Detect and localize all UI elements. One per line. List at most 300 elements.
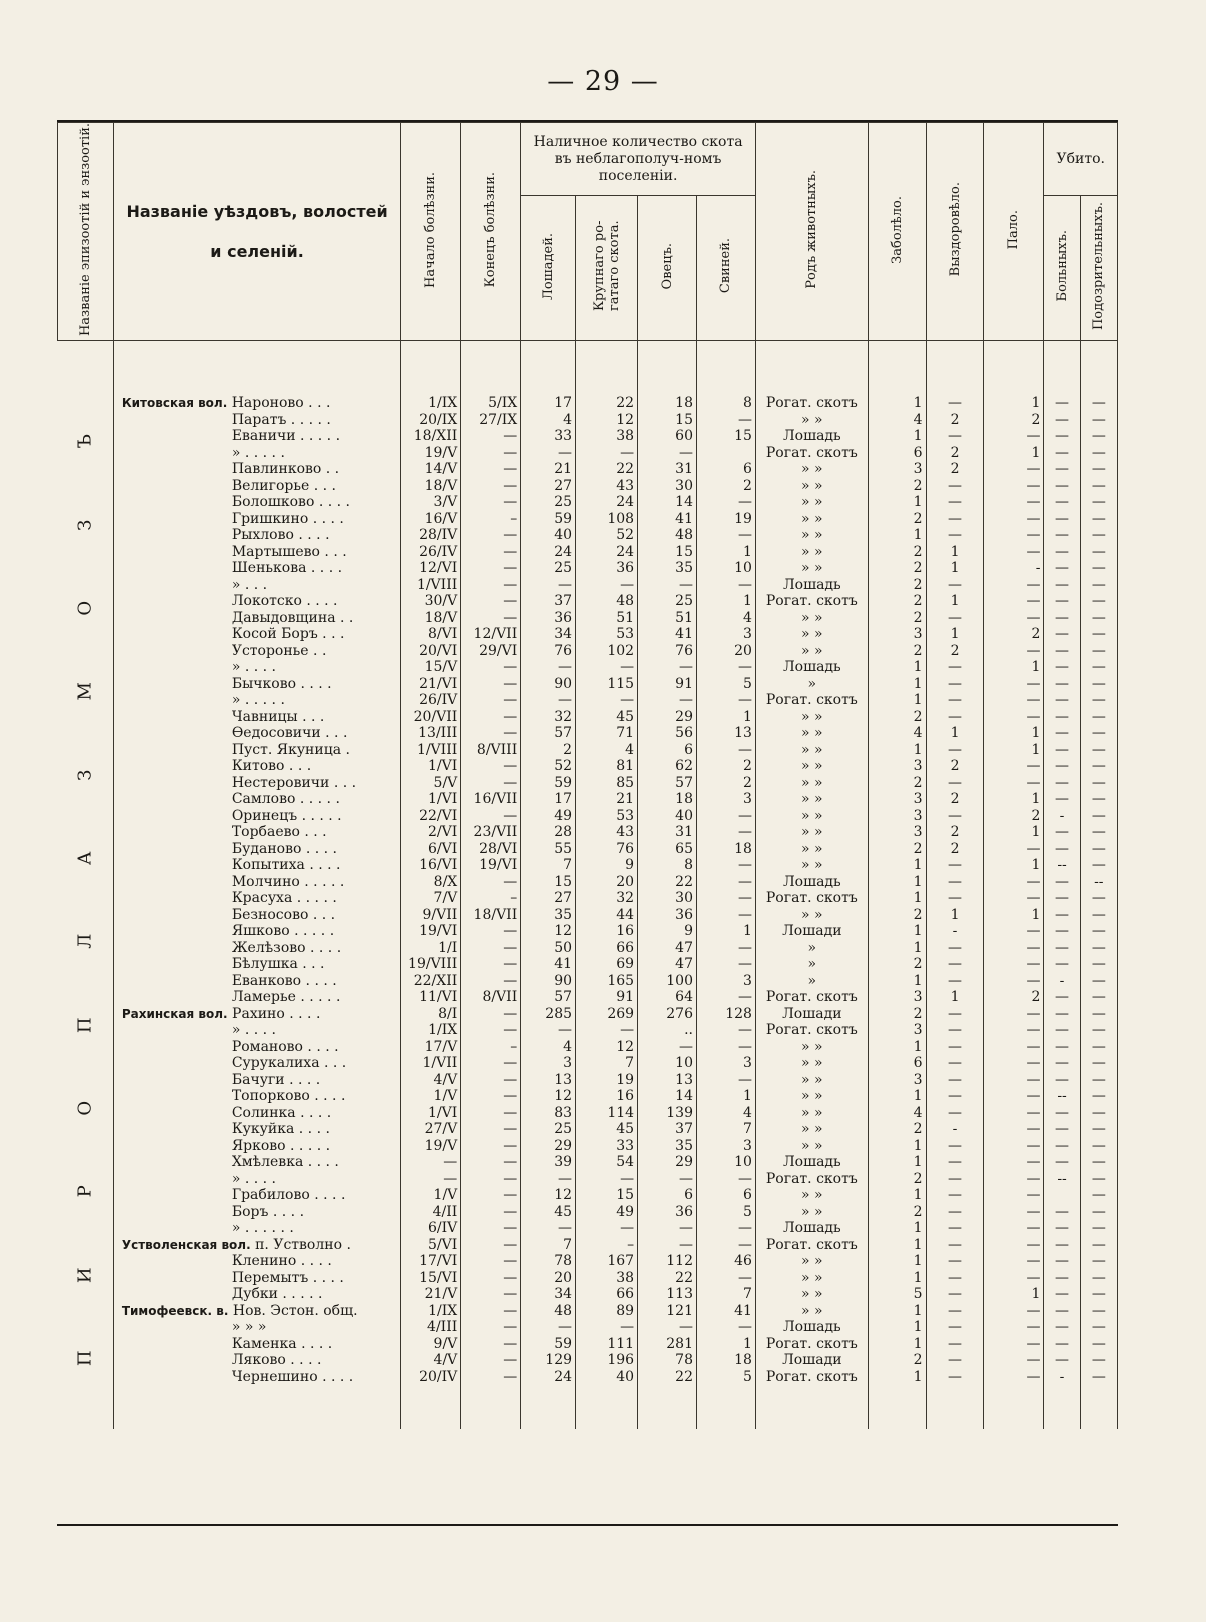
killed-suspect-cell: —: [1080, 445, 1117, 462]
species-cell: » »: [755, 1055, 868, 1072]
settlement-cell: [113, 610, 400, 627]
volost-name: Рахинская вол.: [121, 1006, 228, 1021]
sheep-cell: 10: [638, 1055, 697, 1072]
settlement-cell: [113, 824, 400, 841]
settlement-name: Нов. Эстон. общ.: [232, 1302, 358, 1319]
settlement-name: Копытиха . . . .: [231, 857, 341, 874]
end-cell: —: [461, 1055, 521, 1072]
table-row: [58, 1088, 1118, 1105]
settlement-cell: [113, 1105, 400, 1122]
ill-cell: 1: [868, 676, 926, 693]
species-cell: Рогат. скотъ: [755, 1022, 868, 1039]
killed-suspect-cell: —: [1080, 593, 1117, 610]
table-row: [58, 709, 1118, 726]
died-cell: —: [984, 775, 1044, 792]
cattle-cell: —: [576, 577, 638, 594]
killed-sick-cell: —: [1044, 1055, 1080, 1072]
pigs-cell: —: [697, 1270, 756, 1287]
table-row: [58, 1369, 1118, 1386]
recovered-cell: 1: [926, 907, 984, 924]
horses-cell: 27: [521, 890, 576, 907]
sheep-cell: 51: [638, 610, 697, 627]
settlement-cell: [113, 626, 400, 643]
start-cell: 22/VI: [401, 808, 461, 825]
end-cell: —: [461, 709, 521, 726]
cattle-cell: 269: [576, 1006, 638, 1023]
killed-sick-cell: —: [1044, 1270, 1080, 1287]
sheep-cell: —: [638, 577, 697, 594]
died-cell: 2: [984, 808, 1044, 825]
recovered-cell: —: [926, 659, 984, 676]
ill-cell: 6: [868, 445, 926, 462]
species-cell: »: [755, 940, 868, 957]
killed-sick-cell: —: [1044, 791, 1080, 808]
table-row: [58, 1055, 1118, 1072]
cattle-cell: 66: [576, 1286, 638, 1303]
died-cell: —: [984, 841, 1044, 858]
sheep-cell: 18: [638, 395, 697, 412]
species-cell: » »: [755, 725, 868, 742]
species-cell: »: [755, 973, 868, 990]
sheep-cell: 15: [638, 544, 697, 561]
pigs-cell: —: [697, 907, 756, 924]
recovered-cell: —: [926, 1270, 984, 1287]
species-cell: » »: [755, 1072, 868, 1089]
died-cell: —: [984, 1303, 1044, 1320]
settlement-name: Бачуги . . . .: [231, 1071, 321, 1088]
livestock-disease-table: [57, 120, 1118, 1526]
end-cell: –: [461, 511, 521, 528]
table-row: [58, 1121, 1118, 1138]
killed-sick-cell: —: [1044, 428, 1080, 445]
side-letter: Ъ: [73, 434, 95, 449]
killed-sick-cell: -: [1044, 808, 1080, 825]
settlement-cell: [113, 791, 400, 808]
species-cell: Лошадь: [755, 874, 868, 891]
killed-suspect-cell: —: [1080, 527, 1117, 544]
died-cell: —: [984, 1105, 1044, 1122]
died-cell: 1: [984, 1286, 1044, 1303]
horses-cell: 29: [521, 1138, 576, 1155]
died-cell: —: [984, 1336, 1044, 1353]
recovered-cell: 2: [926, 412, 984, 429]
ill-cell: 2: [868, 643, 926, 660]
settlement-name: Болошково . . . .: [231, 494, 350, 511]
species-cell: » »: [755, 494, 868, 511]
killed-sick-cell: —: [1044, 758, 1080, 775]
ill-cell: 1: [868, 1154, 926, 1171]
killed-sick-cell: —: [1044, 544, 1080, 561]
pigs-cell: 7: [697, 1286, 756, 1303]
start-cell: 12/VI: [401, 560, 461, 577]
cattle-cell: 69: [576, 956, 638, 973]
horses-cell: 24: [521, 544, 576, 561]
species-cell: Лошадь: [755, 428, 868, 445]
sheep-cell: 276: [638, 1006, 697, 1023]
end-cell: —: [461, 1220, 521, 1237]
ill-cell: 3: [868, 1072, 926, 1089]
species-cell: Рогат. скотъ: [755, 1336, 868, 1353]
died-cell: —: [984, 1138, 1044, 1155]
end-cell: —: [461, 923, 521, 940]
settlement-cell: [113, 1319, 400, 1336]
cattle-cell: 115: [576, 676, 638, 693]
table-row: [58, 577, 1118, 594]
header-disease: Названіе эпизоотій и энзоотій.: [58, 123, 114, 341]
header-sick: Больныхъ.: [1044, 196, 1080, 341]
pigs-cell: —: [697, 1072, 756, 1089]
died-cell: 2: [984, 412, 1044, 429]
pigs-cell: 6: [697, 461, 756, 478]
horses-cell: 4: [521, 1039, 576, 1056]
sheep-cell: 37: [638, 1121, 697, 1138]
pigs-cell: —: [697, 989, 756, 1006]
horses-cell: 57: [521, 725, 576, 742]
table-row: [58, 626, 1118, 643]
start-cell: 26/IV: [401, 544, 461, 561]
killed-suspect-cell: —: [1080, 1204, 1117, 1221]
species-cell: » »: [755, 742, 868, 759]
ill-cell: 2: [868, 511, 926, 528]
killed-suspect-cell: —: [1080, 1039, 1117, 1056]
end-cell: 16/VII: [461, 791, 521, 808]
recovered-cell: —: [926, 1286, 984, 1303]
table-row: [58, 1022, 1118, 1039]
settlement-cell: [113, 1286, 400, 1303]
settlement-name: Велигорье . . .: [231, 477, 336, 494]
sheep-cell: 62: [638, 758, 697, 775]
killed-sick-cell: —: [1044, 907, 1080, 924]
horses-cell: 25: [521, 1121, 576, 1138]
end-cell: —: [461, 758, 521, 775]
cattle-cell: 12: [576, 412, 638, 429]
table-row: [58, 1270, 1118, 1287]
recovered-cell: —: [926, 1204, 984, 1221]
table-row: [58, 1039, 1118, 1056]
species-cell: » »: [755, 1286, 868, 1303]
horses-cell: 2: [521, 742, 576, 759]
recovered-cell: —: [926, 1319, 984, 1336]
killed-suspect-cell: —: [1080, 461, 1117, 478]
table-row: [58, 1187, 1118, 1204]
cattle-cell: 32: [576, 890, 638, 907]
end-cell: —: [461, 1253, 521, 1270]
sheep-cell: —: [638, 1220, 697, 1237]
end-cell: —: [461, 445, 521, 462]
ill-cell: 3: [868, 824, 926, 841]
end-cell: —: [461, 1286, 521, 1303]
died-cell: 1: [984, 742, 1044, 759]
settlement-cell: [113, 956, 400, 973]
table-row: [58, 1319, 1118, 1336]
settlement-name: Перемытъ . . . .: [231, 1269, 344, 1286]
settlement-cell: [113, 692, 400, 709]
horses-cell: 13: [521, 1072, 576, 1089]
table-row: [58, 478, 1118, 495]
end-cell: —: [461, 956, 521, 973]
sheep-cell: 6: [638, 1187, 697, 1204]
settlement-cell: [113, 1088, 400, 1105]
killed-sick-cell: —: [1044, 923, 1080, 940]
horses-cell: —: [521, 659, 576, 676]
killed-sick-cell: —: [1044, 1237, 1080, 1254]
pigs-cell: —: [697, 857, 756, 874]
species-cell: Рогат. скотъ: [755, 1369, 868, 1386]
start-cell: 5/V: [401, 775, 461, 792]
settlement-name: » . . . . .: [231, 692, 285, 709]
settlement-cell: [113, 1171, 400, 1188]
species-cell: Лошадь: [755, 1154, 868, 1171]
killed-sick-cell: —: [1044, 874, 1080, 891]
recovered-cell: —: [926, 742, 984, 759]
table-row: [58, 643, 1118, 660]
table-row: [58, 857, 1118, 874]
killed-suspect-cell: —: [1080, 1055, 1117, 1072]
died-cell: —: [984, 1121, 1044, 1138]
ill-cell: 2: [868, 577, 926, 594]
species-cell: » »: [755, 841, 868, 858]
died-cell: —: [984, 709, 1044, 726]
recovered-cell: 2: [926, 791, 984, 808]
settlement-name: » . . .: [231, 576, 268, 593]
start-cell: 1/VIII: [401, 577, 461, 594]
cattle-cell: 43: [576, 824, 638, 841]
pigs-cell: 1: [697, 544, 756, 561]
end-cell: —: [461, 1105, 521, 1122]
horses-cell: 3: [521, 1055, 576, 1072]
recovered-cell: 1: [926, 593, 984, 610]
table-row: [58, 841, 1118, 858]
died-cell: —: [984, 1369, 1044, 1386]
horses-cell: 7: [521, 857, 576, 874]
pigs-cell: 41: [697, 1303, 756, 1320]
died-cell: —: [984, 544, 1044, 561]
settlement-name: Давыдовщина . .: [231, 609, 354, 626]
sheep-cell: —: [638, 445, 697, 462]
killed-sick-cell: —: [1044, 626, 1080, 643]
settlement-cell: [113, 428, 400, 445]
settlement-name: Грабилово . . . .: [231, 1187, 346, 1204]
cattle-cell: 20: [576, 874, 638, 891]
end-cell: —: [461, 610, 521, 627]
killed-suspect-cell: —: [1080, 1187, 1117, 1204]
horses-cell: 32: [521, 709, 576, 726]
ill-cell: 1: [868, 923, 926, 940]
horses-cell: 36: [521, 610, 576, 627]
start-cell: 5/VI: [401, 1237, 461, 1254]
end-cell: —: [461, 560, 521, 577]
sheep-cell: 18: [638, 791, 697, 808]
recovered-cell: —: [926, 857, 984, 874]
cattle-cell: 53: [576, 626, 638, 643]
cattle-cell: 76: [576, 841, 638, 858]
settlement-name: » . . . . . .: [231, 1220, 294, 1237]
end-cell: —: [461, 1138, 521, 1155]
settlement-name: Мартышево . . .: [231, 543, 347, 560]
end-cell: —: [461, 1154, 521, 1171]
recovered-cell: —: [926, 1220, 984, 1237]
sheep-cell: 6: [638, 742, 697, 759]
killed-suspect-cell: —: [1080, 907, 1117, 924]
settlement-cell: [113, 659, 400, 676]
settlement-name: Ляково . . . .: [231, 1352, 322, 1369]
cattle-cell: 40: [576, 1369, 638, 1386]
settlement-name: Топорково . . . .: [231, 1088, 346, 1105]
settlement-cell: [113, 1154, 400, 1171]
end-cell: 12/VII: [461, 626, 521, 643]
settlement-name: Сурукалиха . . .: [231, 1055, 347, 1072]
died-cell: —: [984, 956, 1044, 973]
sheep-cell: —: [638, 692, 697, 709]
pigs-cell: 128: [697, 1006, 756, 1023]
pigs-cell: 5: [697, 1204, 756, 1221]
cattle-cell: 167: [576, 1253, 638, 1270]
recovered-cell: —: [926, 1303, 984, 1320]
sheep-cell: 22: [638, 1369, 697, 1386]
settlement-cell: [113, 445, 400, 462]
side-letter: З: [73, 769, 95, 781]
species-cell: » »: [755, 808, 868, 825]
horses-cell: 76: [521, 643, 576, 660]
killed-suspect-cell: —: [1080, 923, 1117, 940]
settlement-cell: [113, 841, 400, 858]
settlement-cell: [113, 593, 400, 610]
ill-cell: 3: [868, 791, 926, 808]
pigs-cell: —: [697, 742, 756, 759]
killed-suspect-cell: —: [1080, 1336, 1117, 1353]
settlement-name: Каменка . . . .: [231, 1335, 333, 1352]
recovered-cell: —: [926, 890, 984, 907]
start-cell: 6/VI: [401, 841, 461, 858]
table-row: [58, 676, 1118, 693]
died-cell: —: [984, 527, 1044, 544]
cattle-cell: 54: [576, 1154, 638, 1171]
horses-cell: 25: [521, 494, 576, 511]
start-cell: 21/VI: [401, 676, 461, 693]
end-cell: —: [461, 1270, 521, 1287]
killed-sick-cell: —: [1044, 692, 1080, 709]
end-cell: —: [461, 692, 521, 709]
table-row: [58, 973, 1118, 990]
sheep-cell: 29: [638, 1154, 697, 1171]
sheep-cell: 91: [638, 676, 697, 693]
killed-sick-cell: —: [1044, 577, 1080, 594]
start-cell: 20/IX: [401, 412, 461, 429]
pigs-cell: —: [697, 940, 756, 957]
ill-cell: 2: [868, 593, 926, 610]
table-row: [58, 544, 1118, 561]
killed-sick-cell: —: [1044, 1319, 1080, 1336]
horses-cell: 24: [521, 1369, 576, 1386]
horses-cell: —: [521, 445, 576, 462]
settlement-cell: [113, 494, 400, 511]
horses-cell: —: [521, 1319, 576, 1336]
killed-suspect-cell: —: [1080, 577, 1117, 594]
killed-suspect-cell: —: [1080, 841, 1117, 858]
table-row: [58, 692, 1118, 709]
start-cell: 1/VIII: [401, 742, 461, 759]
species-cell: » »: [755, 626, 868, 643]
pigs-cell: —: [697, 527, 756, 544]
killed-sick-cell: —: [1044, 527, 1080, 544]
settlement-name: Желѣзово . . . .: [231, 939, 342, 956]
recovered-cell: 2: [926, 643, 984, 660]
settlement-cell: [113, 742, 400, 759]
settlement-cell: [113, 1204, 400, 1221]
ill-cell: 1: [868, 1253, 926, 1270]
header-died: Пало.: [984, 123, 1044, 341]
table-row: [58, 824, 1118, 841]
horses-cell: 35: [521, 907, 576, 924]
died-cell: —: [984, 478, 1044, 495]
settlement-cell: [113, 709, 400, 726]
settlement-name: Гришкино . . . .: [231, 510, 344, 527]
pigs-cell: —: [697, 577, 756, 594]
pigs-cell: 3: [697, 1138, 756, 1155]
end-cell: —: [461, 1006, 521, 1023]
settlement-name: Еваничи . . . . .: [231, 428, 341, 445]
settlement-name: Рахино . . . .: [232, 1005, 321, 1022]
start-cell: —: [401, 1171, 461, 1188]
settlement-name: » . . . . .: [231, 444, 285, 461]
pigs-cell: 19: [697, 511, 756, 528]
killed-suspect-cell: —: [1080, 1154, 1117, 1171]
species-cell: » »: [755, 1270, 868, 1287]
recovered-cell: —: [926, 1237, 984, 1254]
start-cell: 1/IX: [401, 1303, 461, 1320]
horses-cell: 20: [521, 1270, 576, 1287]
species-cell: » »: [755, 1138, 868, 1155]
end-cell: 18/VII: [461, 907, 521, 924]
sheep-cell: —: [638, 1319, 697, 1336]
table-row: [58, 907, 1118, 924]
end-cell: —: [461, 1369, 521, 1386]
table-row: [58, 791, 1118, 808]
killed-sick-cell: —: [1044, 643, 1080, 660]
start-cell: 9/VII: [401, 907, 461, 924]
horses-cell: 41: [521, 956, 576, 973]
table-row: [58, 808, 1118, 825]
pigs-cell: —: [697, 824, 756, 841]
end-cell: —: [461, 1204, 521, 1221]
pigs-cell: —: [697, 956, 756, 973]
start-cell: 22/XII: [401, 973, 461, 990]
species-cell: » »: [755, 478, 868, 495]
pigs-cell: 1: [697, 593, 756, 610]
killed-sick-cell: —: [1044, 610, 1080, 627]
killed-sick-cell: —: [1044, 412, 1080, 429]
header-killed: Убито.: [1044, 123, 1118, 196]
settlement-name: » » »: [231, 1319, 267, 1336]
killed-suspect-cell: —: [1080, 989, 1117, 1006]
table-row: [58, 593, 1118, 610]
start-cell: 8/X: [401, 874, 461, 891]
settlement-cell: [113, 989, 400, 1006]
table-row: [58, 775, 1118, 792]
cattle-cell: 43: [576, 478, 638, 495]
horses-cell: 25: [521, 560, 576, 577]
end-cell: –: [461, 1039, 521, 1056]
end-cell: —: [461, 874, 521, 891]
end-cell: —: [461, 544, 521, 561]
species-cell: Рогат. скотъ: [755, 593, 868, 610]
settlement-cell: [113, 478, 400, 495]
killed-sick-cell: —: [1044, 676, 1080, 693]
died-cell: 1: [984, 445, 1044, 462]
died-cell: 1: [984, 857, 1044, 874]
pigs-cell: 8: [697, 395, 756, 412]
start-cell: 1/V: [401, 1088, 461, 1105]
